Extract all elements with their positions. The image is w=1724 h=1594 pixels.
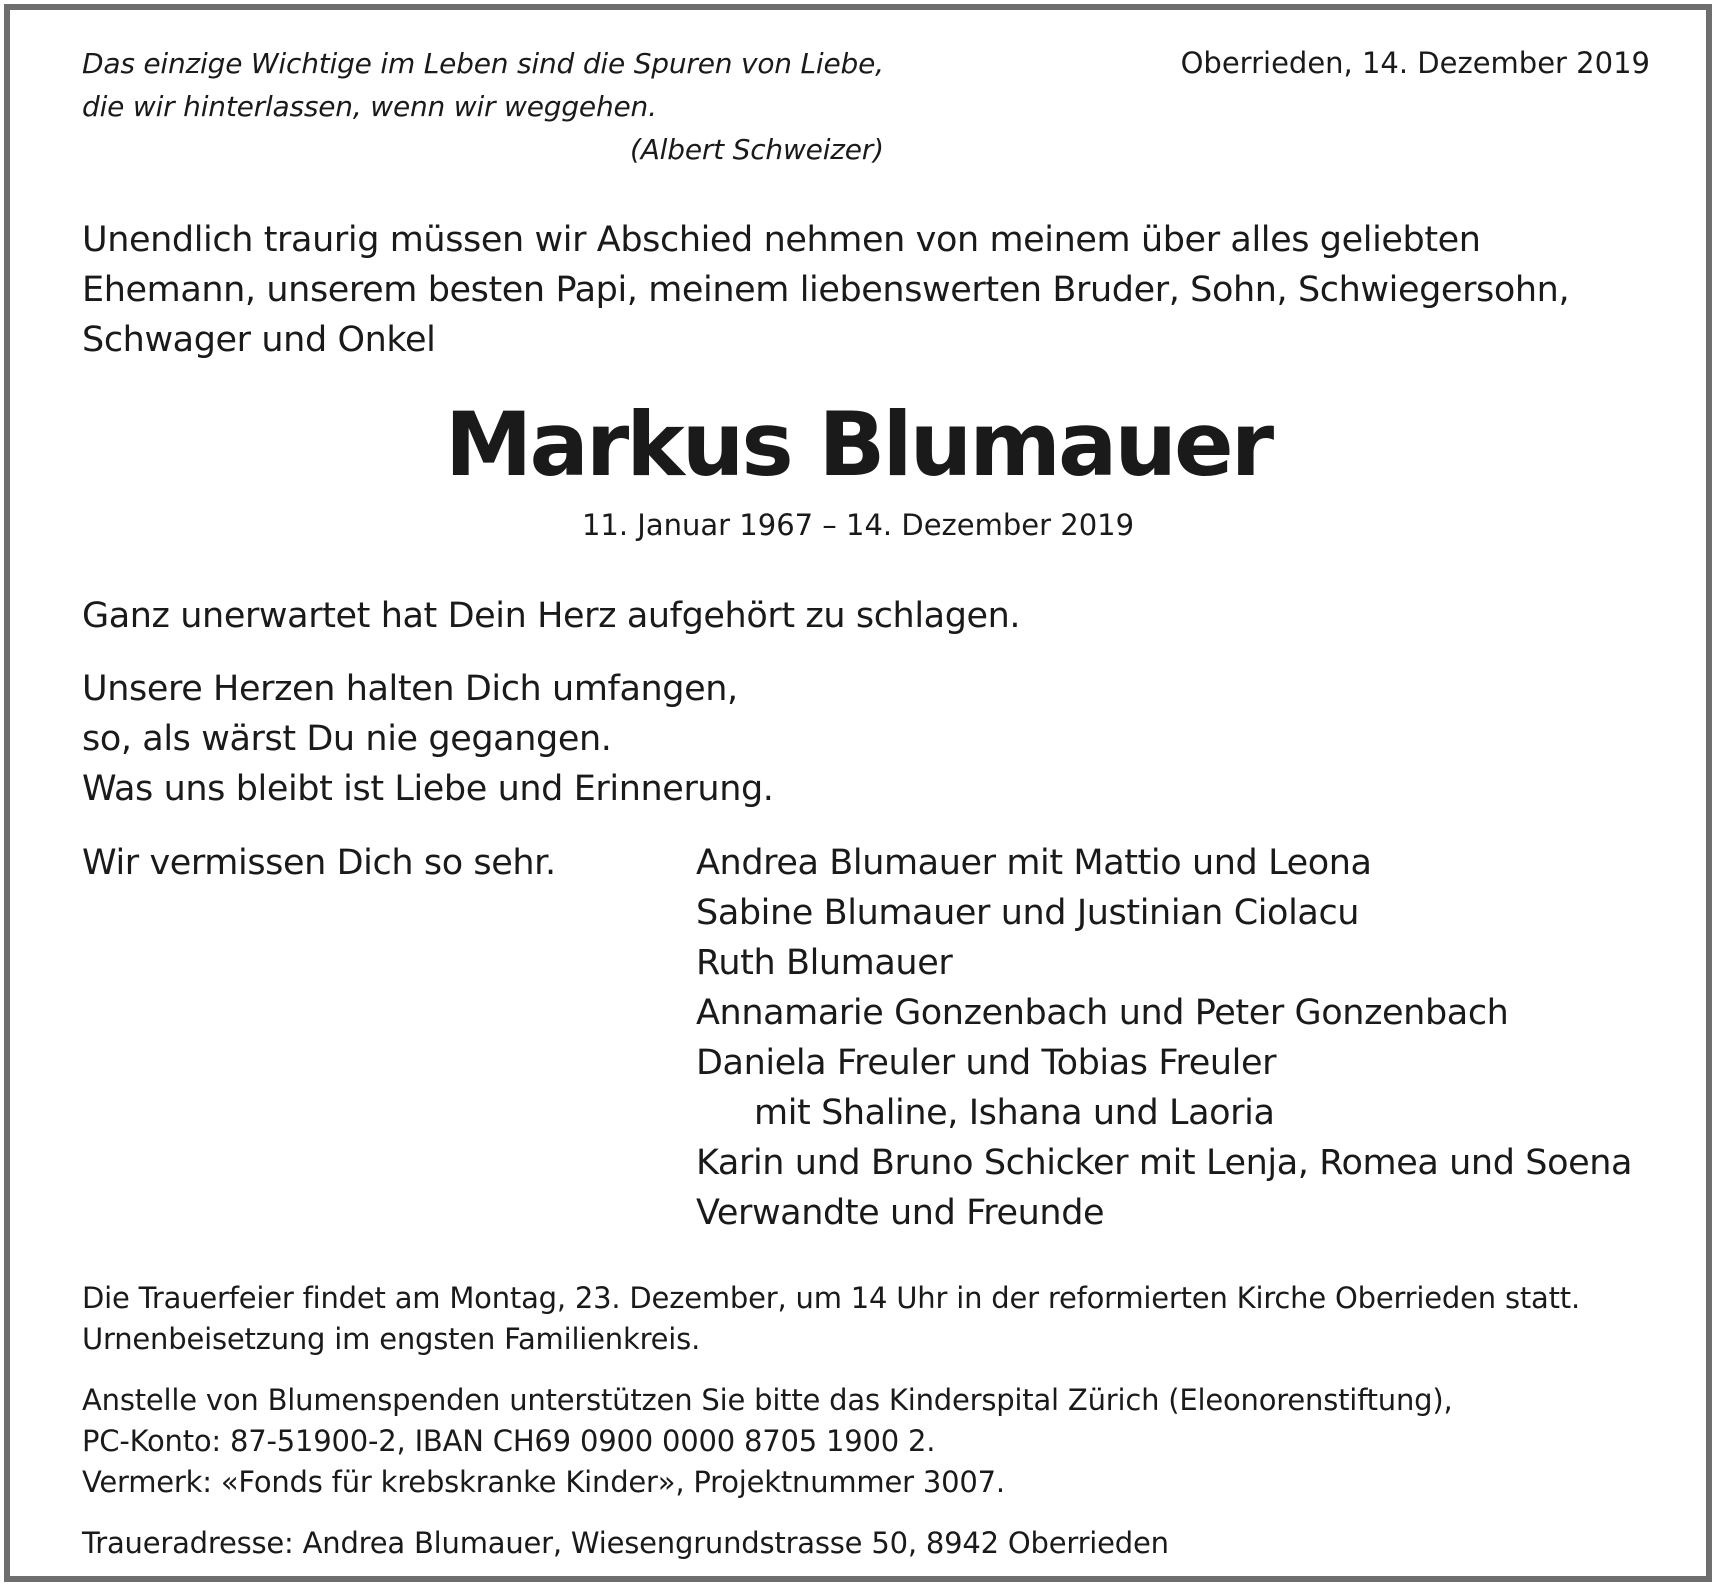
- donation-line: Anstelle von Blumenspenden unterstützen Sie bitte das Kinderspital Zürich (Eleonorenstiftung),: [82, 1383, 1453, 1417]
- obituary-notice: [4, 4, 1712, 1582]
- mourner: Annamarie Gonzenbach und Peter Gonzenbach: [696, 993, 1509, 1033]
- quote-line: Das einzige Wichtige im Leben sind die Spuren von Liebe,: [82, 47, 884, 80]
- quote-block: [82, 42, 884, 171]
- mourner: Ruth Blumauer: [696, 943, 953, 983]
- life-dates: 11. Januar 1967 – 14. Dezember 2019: [581, 508, 1135, 542]
- donation-info: [82, 1380, 1453, 1503]
- mourner: Andrea Blumauer mit Mattio und Leona: [696, 843, 1372, 883]
- quote-line: die wir hinterlassen, wenn wir weggehen.: [82, 90, 657, 123]
- service-line: Urnenbeisetzung im engsten Familienkreis.: [82, 1322, 701, 1356]
- verse-line: so, als wärst Du nie gegangen.: [82, 719, 612, 759]
- donation-line: Vermerk: «Fonds für krebskranke Kinder», Projektnummer 3007.: [82, 1465, 1005, 1499]
- statement: Ganz unerwartet hat Dein Herz aufgehört zu schlagen.: [82, 596, 1021, 636]
- verse-line: Unsere Herzen halten Dich umfangen,: [82, 669, 738, 709]
- intro-line: Schwager und Onkel: [82, 320, 436, 360]
- intro-line: Ehemann, unserem besten Papi, meinem liebenswerten Bruder, Sohn, Schwiegersohn,: [82, 270, 1570, 310]
- mourner: Sabine Blumauer und Justinian Ciolacu: [696, 893, 1360, 933]
- mourner: Karin und Bruno Schicker mit Lenja, Romea und Soena: [696, 1143, 1633, 1183]
- intro-text: [82, 215, 1569, 365]
- closing-line: Wir vermissen Dich so sehr.: [82, 843, 556, 883]
- mourner: mit Shaline, Ishana und Laoria: [754, 1093, 1275, 1133]
- service-line: Die Trauerfeier findet am Montag, 23. Dezember, um 14 Uhr in der reformierten Kirche Oberrieden statt.: [82, 1281, 1580, 1315]
- mourners-list: [696, 838, 1632, 1238]
- mourning-address: Traueradresse: Andrea Blumauer, Wiesengrundstrasse 50, 8942 Oberrieden: [82, 1526, 1169, 1560]
- intro-line: Unendlich traurig müssen wir Abschied nehmen von meinem über alles geliebten: [82, 220, 1481, 260]
- deceased-name: Markus Blumauer: [444, 393, 1272, 496]
- verse: [82, 664, 774, 814]
- quote-author: (Albert Schweizer): [630, 133, 884, 166]
- verse-line: Was uns bleibt ist Liebe und Erinnerung.: [82, 769, 774, 809]
- mourner: Verwandte und Freunde: [696, 1193, 1105, 1233]
- donation-line: PC-Konto: 87-51900-2, IBAN CH69 0900 0000 8705 1900 2.: [82, 1424, 936, 1458]
- place-date: Oberrieden, 14. Dezember 2019: [1180, 46, 1650, 80]
- mourner: Daniela Freuler und Tobias Freuler: [696, 1043, 1277, 1083]
- service-info: [82, 1278, 1580, 1360]
